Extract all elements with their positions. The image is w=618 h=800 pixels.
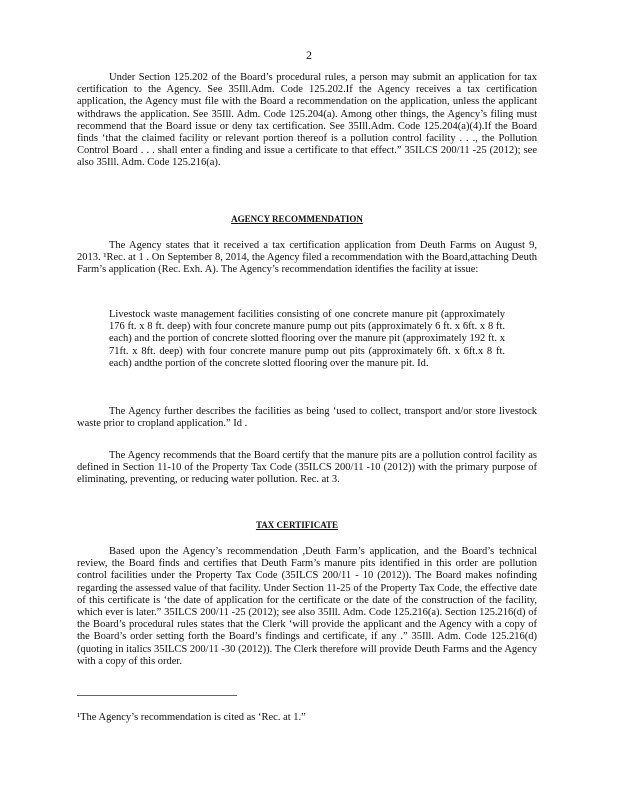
page-number: 2: [306, 48, 312, 62]
paragraph-board-findings: Based upon the Agency’s recommendation ,Deuth Farm’s application, and the Board’s technical review, the Board finds and certifies that Deuth Farm’s manure pits identified in this order are pollution control facilities under the Property Tax Code (35ILCS 200/11 - 10 (2012)). The Board makes nofinding regarding the assessed value of that facility. Under Section 11-25 of the Property Tax Code, the effective date of this certificate is ‘the date of application for the certificate or the date of the construction of the facility, which ever is later.” 35ILCS 200/11 -25 (2012); see also 35Ill. Adm. Code 125.216(a). Section 125.216(d) of the Board’s procedural rules states that the Clerk ‘will provide the applicant and the Agency with a copy of the Board’s order setting forth the Board’s findings and certificate, if any .” 35Ill. Adm. Code 125.216(d) (quoting in italics 35ILCS 200/11 -30 (2012)). The Clerk therefore will provide Deuth Farms and the Agency with a copy of this order.: [77, 546, 537, 667]
footnote: ¹The Agency’s recommendation is cited as ‘Rec. at 1.”: [77, 712, 306, 723]
paragraph-agency-recommends: The Agency recommends that the Board certify that the manure pits are a pollution control facility as defined in Section 11-10 of the Property Tax Code (35ILCS 200/11 -10 (2012)) with the primary purpose of eliminating, preventing, or reducing water pollution. Rec. at 3.: [77, 450, 537, 486]
paragraph-facility-use: The Agency further describes the facilities as being ‘used to collect, transport and/or store livestock waste prior to cropland application.” Id .: [77, 406, 537, 430]
heading-agency-recommendation: AGENCY RECOMMENDATION: [231, 214, 363, 224]
footnote-divider: [77, 695, 237, 696]
paragraph-tax-certification-procedure: Under Section 125.202 of the Board’s procedural rules, a person may submit an application for tax certification to the Agency. See 35Ill.Adm. Code 125.202.If the Agency receives a tax certification application, the Agency must file with the Board a recommendation on the application, unless the applicant withdraws the application. See 35Ill. Adm. Code 125.204(a). Among other things, the Agency’s filing must recommend that the Board issue or deny tax certification. See 35Ill.Adm. Code 125.204(a)(4).If the Board finds ‘that the claimed facility or relevant portion thereof is a pollution control facility . . ., the Pollution Control Board . . . shall enter a finding and issue a certificate to that effect.” 35ILCS 200/11 -25 (2012); see also 35Ill. Adm. Code 125.216(a).: [77, 72, 537, 169]
block-quote-facility-description: Livestock waste management facilities consisting of one concrete manure pit (approximately 176 ft. x 8 ft. deep) with four concrete manure pump out pits (approximately 6 ft. x 6ft. x 8 ft. each) and the portion of concrete slotted flooring over the manure pit (approximately 192 ft. x 71ft. x 8ft. deep) with four concrete manure pump out pits (approximately 6ft. x 6ft.x 8 ft. each) andthe portion of the concrete slotted flooring over the manure pit. Id.: [109, 309, 505, 369]
paragraph-agency-states: The Agency states that it received a tax certification application from Deuth Farms on August 9, 2013. ¹Rec. at 1 . On September 8, 2014, the Agency filed a recommendation with the Board,attaching Deuth Farm’s application (Rec. Exh. A). The Agency’s recommendation identifies the facility at issue:: [77, 240, 537, 276]
heading-tax-certificate: TAX CERTIFICATE: [255, 520, 339, 530]
